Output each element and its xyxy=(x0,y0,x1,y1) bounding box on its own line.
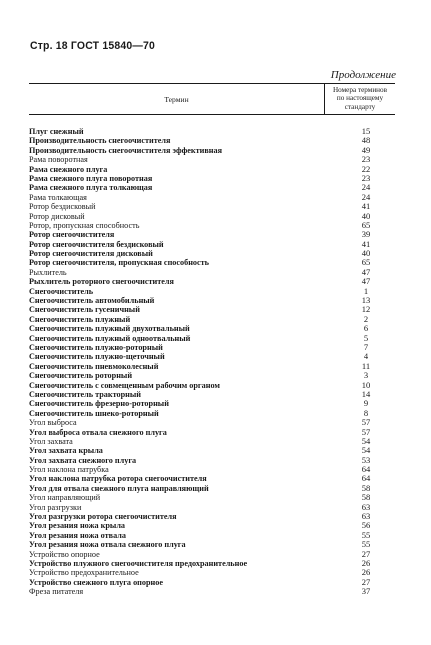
term-number: 57 xyxy=(361,426,371,437)
term-number: 24 xyxy=(361,191,371,202)
term-number: 27 xyxy=(361,576,371,587)
term-number: 41 xyxy=(361,238,371,249)
term-number: 65 xyxy=(361,219,371,230)
term-number: 26 xyxy=(361,567,371,578)
page-header: Стр. 18 ГОСТ 15840—70 xyxy=(30,40,155,52)
term-text: Снегоочиститель гусеничный xyxy=(29,305,140,315)
term-number: 47 xyxy=(361,276,371,287)
term-number: 8 xyxy=(363,407,369,418)
term-text: Снегоочиститель плужный одноотвальный xyxy=(29,333,191,343)
term-text: Угол разгрузки xyxy=(29,502,82,512)
term-text: Снегоочиститель шнеко-роторный xyxy=(29,408,159,418)
table-row xyxy=(29,456,395,465)
term-text: Снегоочиститель xyxy=(29,286,94,296)
term-text: Снегоочиститель плужный двухотвальный xyxy=(29,324,190,334)
table-row xyxy=(29,446,395,455)
table-row xyxy=(29,578,395,587)
table-row xyxy=(29,334,395,343)
term-text: Рыхлитель xyxy=(29,267,67,277)
term-text: Угол резания ножа отвала xyxy=(29,530,126,540)
table-row xyxy=(29,521,395,530)
table-row xyxy=(29,503,395,512)
term-text: Рама снежного плуга xyxy=(29,164,108,174)
term-text: Ротор снегоочистителя дисковый xyxy=(29,249,153,259)
term-text: Снегоочиститель тракторный xyxy=(29,389,141,399)
terms-index-table xyxy=(29,83,395,597)
term-number: 11 xyxy=(361,360,371,371)
term-number: 58 xyxy=(361,492,371,503)
table-row xyxy=(29,484,395,493)
term-number: 56 xyxy=(361,520,371,531)
table-row xyxy=(29,155,395,164)
table-row xyxy=(29,127,395,136)
table-row xyxy=(29,531,395,540)
term-number: 40 xyxy=(361,248,371,259)
term-number: 55 xyxy=(361,539,371,550)
table-row xyxy=(29,550,395,559)
term-number: 1 xyxy=(363,285,369,296)
term-number: 57 xyxy=(361,417,371,428)
term-number: 40 xyxy=(361,210,371,221)
term-text: Рама снежного плуга поворотная xyxy=(29,173,153,183)
term-number: 64 xyxy=(361,473,371,484)
term-text: Ротор снегоочистителя xyxy=(29,230,115,240)
table-row xyxy=(29,540,395,549)
table-row xyxy=(29,174,395,183)
term-number: 5 xyxy=(363,332,369,343)
table-row xyxy=(29,428,395,437)
term-text: Рыхлитель роторного снегоочистителя xyxy=(29,277,174,287)
term-text: Угол резания ножа отвала снежного плуга xyxy=(29,540,186,550)
term-number: 39 xyxy=(361,229,371,240)
term-text: Снегоочиститель с совмещенным рабочим органом xyxy=(29,380,220,390)
table-row xyxy=(29,183,395,192)
table-row xyxy=(29,249,395,258)
term-number: 53 xyxy=(361,454,371,465)
term-text: Угол наклона патрубка ротора снегоочистителя xyxy=(29,474,207,484)
table-row xyxy=(29,343,395,352)
table-row xyxy=(29,287,395,296)
term-text: Производительность снегоочистителя эффективная xyxy=(29,145,223,155)
term-text: Угол захвата xyxy=(29,436,73,446)
term-number: 37 xyxy=(361,586,371,597)
term-text: Ротор снегоочистителя, пропускная способность xyxy=(29,258,210,268)
term-number: 65 xyxy=(361,257,371,268)
table-row xyxy=(29,221,395,230)
table-row xyxy=(29,296,395,305)
term-number: 48 xyxy=(361,135,371,146)
table-row xyxy=(29,136,395,145)
table-row xyxy=(29,587,395,596)
term-number: 14 xyxy=(361,388,371,399)
term-number: 26 xyxy=(361,557,371,568)
term-text: Плуг снежный xyxy=(29,127,84,136)
column-header-number-line-2: по настоящему xyxy=(336,94,384,103)
table-row xyxy=(29,258,395,267)
term-text: Устройство снежного плуга опорное xyxy=(29,577,164,587)
term-number: 49 xyxy=(361,144,371,155)
table-row xyxy=(29,352,395,361)
term-text: Угол захвата снежного плуга xyxy=(29,455,137,465)
table-row xyxy=(29,240,395,249)
term-text: Ротор бездисковый xyxy=(29,202,96,212)
table-row xyxy=(29,268,395,277)
table-row xyxy=(29,212,395,221)
table-row xyxy=(29,559,395,568)
term-text: Угол для отвала снежного плуга направляющий xyxy=(29,483,209,493)
term-text: Снегоочиститель плужно-роторный xyxy=(29,342,163,352)
table-row xyxy=(29,409,395,418)
term-number: 64 xyxy=(361,464,371,475)
table-row xyxy=(29,381,395,390)
term-number: 55 xyxy=(361,529,371,540)
continuation-label: Продолжение xyxy=(330,69,396,81)
term-number: 2 xyxy=(363,313,369,324)
term-number: 7 xyxy=(363,341,369,352)
term-number: 23 xyxy=(361,172,371,183)
term-text: Устройство плужного снегоочистителя предохранительное xyxy=(29,558,248,568)
term-number: 24 xyxy=(361,182,371,193)
term-text: Угол захвата крыла xyxy=(29,446,103,456)
term-number: 4 xyxy=(363,351,369,362)
term-text: Снегоочиститель фрезерно-роторный xyxy=(29,399,169,409)
table-row xyxy=(29,315,395,324)
column-header-number-line-3: стандарту xyxy=(344,102,376,111)
term-text: Снегоочиститель пневмоколесный xyxy=(29,361,159,371)
term-text: Снегоочиститель плужно-щеточный xyxy=(29,352,165,362)
table-row xyxy=(29,305,395,314)
table-row xyxy=(29,465,395,474)
term-number: 22 xyxy=(361,163,371,174)
table-row xyxy=(29,324,395,333)
term-text: Ротор, пропускная способность xyxy=(29,220,140,230)
column-header-term: Термин xyxy=(29,84,325,114)
table-row xyxy=(29,568,395,577)
term-number: 12 xyxy=(361,304,371,315)
term-text: Фреза питателя xyxy=(29,587,84,597)
term-text: Снегоочиститель плужный xyxy=(29,314,131,324)
term-number: 54 xyxy=(361,435,371,446)
term-number: 63 xyxy=(361,511,371,522)
term-text: Устройство опорное xyxy=(29,549,100,559)
table-row xyxy=(29,202,395,211)
term-number: 41 xyxy=(361,201,371,212)
table-row xyxy=(29,390,395,399)
term-text: Рама снежного плуга толкающая xyxy=(29,183,153,193)
term-number: 23 xyxy=(361,154,371,165)
term-number: 6 xyxy=(363,323,369,334)
term-number: 58 xyxy=(361,482,371,493)
table-row xyxy=(29,165,395,174)
column-header-number xyxy=(325,84,395,114)
term-text: Снегоочиститель роторный xyxy=(29,371,133,381)
table-row xyxy=(29,371,395,380)
table-row xyxy=(29,493,395,502)
term-number: 47 xyxy=(361,266,371,277)
term-text: Угол выброса отвала снежного плуга xyxy=(29,427,167,437)
term-number: 15 xyxy=(361,126,371,136)
term-text: Снегоочиститель автомобильный xyxy=(29,296,155,306)
table-header xyxy=(29,83,395,115)
term-number: 3 xyxy=(363,370,369,381)
table-row xyxy=(29,437,395,446)
table-row xyxy=(29,512,395,521)
term-number: 10 xyxy=(361,379,371,390)
column-header-number-line-1: Номера терминов xyxy=(332,86,387,94)
table-row xyxy=(29,230,395,239)
table-body xyxy=(29,115,395,597)
table-row xyxy=(29,362,395,371)
term-text: Угол разгрузки ротора снегоочистителя xyxy=(29,512,177,522)
term-text: Угол выброса xyxy=(29,418,77,428)
term-text: Устройство предохранительное xyxy=(29,568,139,578)
table-row xyxy=(29,277,395,286)
term-number: 13 xyxy=(361,295,371,306)
term-number: 27 xyxy=(361,548,371,559)
term-text: Угол резания ножа крыла xyxy=(29,521,126,531)
term-text: Угол направляющий xyxy=(29,493,101,503)
table-row xyxy=(29,399,395,408)
term-text: Ротор снегоочистителя бездисковый xyxy=(29,239,164,249)
term-number: 63 xyxy=(361,501,371,512)
term-text: Угол наклона патрубка xyxy=(29,465,109,475)
term-number: 9 xyxy=(363,398,369,409)
table-row xyxy=(29,474,395,483)
table-row xyxy=(29,193,395,202)
table-row xyxy=(29,418,395,427)
term-text: Рама толкающая xyxy=(29,192,87,202)
term-number: 54 xyxy=(361,445,371,456)
term-text: Производительность снегоочистителя xyxy=(29,136,171,146)
term-text: Ротор дисковый xyxy=(29,211,85,221)
table-row xyxy=(29,146,395,155)
term-text: Рама поворотная xyxy=(29,155,88,165)
